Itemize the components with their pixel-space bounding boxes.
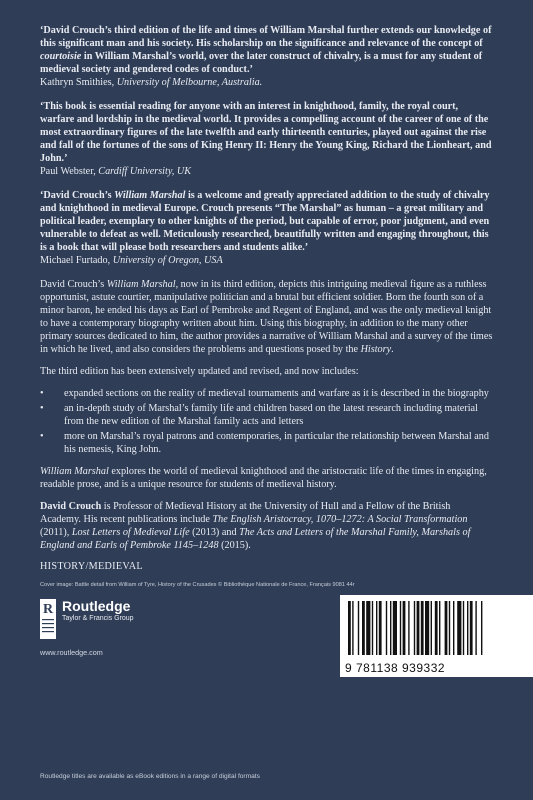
author-name: David Crouch xyxy=(40,501,102,512)
ebook-note: Routledge titles are available as eBook editions in a range of digital formats xyxy=(40,773,260,780)
quote-text: ‘This book is essential reading for anyone with an interest in knighthood, family, the royal court, warfare and lordship in the medieval world. It provides a compelling account of the career of one of the most extraordinary figures of the late twelfth and early thirteenth centuries, played out against the rise and fall of the fortunes of the sons of King Henry II: Henry the Young King, Richard the Lionheart, and John.’ xyxy=(40,101,492,164)
barcode-bar xyxy=(403,601,406,655)
barcode-bar xyxy=(366,601,370,655)
quote-italic: courtoisie xyxy=(40,51,82,62)
bullet-icon: • xyxy=(40,403,44,414)
barcode-bar xyxy=(372,601,373,655)
publisher-logo xyxy=(40,599,134,639)
barcode-bar xyxy=(348,601,351,655)
list-item xyxy=(40,402,493,428)
features-list xyxy=(40,387,493,456)
publisher-website: www.routledge.com xyxy=(40,648,103,657)
barcode-bar xyxy=(390,601,391,655)
text-part: (2013) and xyxy=(189,527,240,538)
barcode-bar xyxy=(421,601,424,655)
barcode-bar xyxy=(408,601,409,655)
text-part: . xyxy=(391,344,394,355)
book-title-italic: William Marshal xyxy=(40,466,109,477)
quote-text xyxy=(40,189,493,254)
description-paragraph-2: The third edition has been extensively updated and revised, and now includes: xyxy=(40,366,359,377)
quote-text-part: in William Marshal’s world, over the later construct of chivalry, is a must for any student of medieval society and gendered codes of conduct.’ xyxy=(40,51,483,75)
list-item-text: more on Marshal’s royal patrons and contemporaries, in particular the relationship between Marshal and his nemesis, King John. xyxy=(64,431,489,455)
reviewer-affiliation: University of Melbourne, Australia. xyxy=(116,77,263,88)
reviewer-affiliation: Cardiff University, UK xyxy=(98,166,192,177)
description-paragraph-1 xyxy=(40,278,493,356)
reviewer-affiliation: University of Oregon, USA xyxy=(112,255,223,266)
barcode-bar xyxy=(393,601,397,655)
quote-text-part: is a welcome and greatly appreciated addition to the study of chivalry and knighthood in medieval Europe. Crouch presents “The Marshal” as human – a great military and political leader, exemplary to other knights of the period, but capable of error, poor judgment, and even vulnerable to defeat as well. Meticulously researched, beautifully written and engaging throughout, this is a book that will please both researchers and students alike.’ xyxy=(40,190,490,253)
bullet-icon: • xyxy=(40,388,44,399)
barcode-bar xyxy=(362,601,365,655)
routledge-r-icon xyxy=(40,599,56,639)
barcode-bar xyxy=(481,601,482,655)
barcode-bar xyxy=(358,601,359,655)
reviewer-name: Michael Furtado, xyxy=(40,255,113,266)
barcode-bar xyxy=(379,601,382,655)
barcode-bars xyxy=(340,595,533,659)
barcode-bar xyxy=(425,601,429,655)
publication-title: Lost Letters of Medieval Life xyxy=(71,527,190,538)
isbn-barcode xyxy=(340,595,533,677)
barcode-bar xyxy=(400,601,401,655)
text-part: explores the world of medieval knighthood and the aristocratic life of the times in engaging, readable prose, and is a unique resource for students of medieval history. xyxy=(40,466,487,490)
barcode-bar xyxy=(445,601,448,655)
barcode-bar xyxy=(435,601,438,655)
barcode-bar xyxy=(453,601,454,655)
quote-text xyxy=(40,24,493,76)
history-italic: History xyxy=(360,344,392,355)
quote-attribution xyxy=(40,76,493,89)
isbn-number: 9 781138 939332 xyxy=(345,661,446,675)
review-quote-2 xyxy=(40,100,493,178)
quote-italic: William Marshal xyxy=(114,190,186,201)
publisher-group: Taylor & Francis Group xyxy=(62,615,134,622)
text-part: , now in its third edition, depicts this intriguing medieval figure as a ruthless opportunist, astute courtier, manipulative politician and a brutal but efficient soldier. Born the fourth son of a minor baron, he ended his days as Earl of Pembroke and Regent of England, and was the only medieval knight to have a contemporary biography written about him. Using this biography, in addition to the many other primary sources dedicated to him, the author provides a narrative of William Marshal and a survey of the times in which he lived, and also considers the problems and questions posed by the xyxy=(40,279,493,355)
publisher-name: Routledge xyxy=(62,598,131,614)
barcode-bar xyxy=(376,601,377,655)
publisher-wordmark xyxy=(62,599,134,623)
review-quote-1 xyxy=(40,24,493,89)
barcode-bar xyxy=(414,601,415,655)
cover-credit: Cover image: Battle detail from William of Tyre, History of the Crusades © Bibliothèque Nationale de France, Français 9081 44r xyxy=(40,582,355,588)
publisher-row xyxy=(40,599,493,679)
description-paragraph-3 xyxy=(40,465,493,491)
reviewer-name: Kathryn Smithies, xyxy=(40,77,117,88)
review-quote-3 xyxy=(40,189,493,267)
publication-title: The Acts and Letters of the Marshal Family, Marshals of England and Earls of Pembroke 1145–1248 xyxy=(40,527,471,551)
barcode-bar xyxy=(463,601,464,655)
list-item-text: an in-depth study of Marshal’s family life and children based on the latest research including material from the new edition of the Marshal family acts and letters xyxy=(64,403,478,427)
text-part: is Professor of Medieval History at the University of Hull and a Fellow of the British Academy. His recent publications include xyxy=(40,501,451,525)
barcode-bar xyxy=(439,601,440,655)
quote-attribution xyxy=(40,254,493,267)
svg-text:R: R xyxy=(42,602,54,617)
publication-title: The English Aristocracy, 1070–1272: A Social Transformation xyxy=(212,514,468,525)
author-bio xyxy=(40,500,493,552)
barcode-bar xyxy=(431,601,432,655)
barcode-bar xyxy=(352,601,353,655)
bullet-icon: • xyxy=(40,431,44,442)
text-part: (2015). xyxy=(218,540,251,551)
list-item xyxy=(40,430,493,456)
quote-attribution xyxy=(40,165,493,178)
barcode-bar xyxy=(417,601,420,655)
text-part: (2011), xyxy=(40,527,72,538)
book-title-italic: William Marshal xyxy=(106,279,176,290)
barcode-bar xyxy=(470,601,473,655)
barcode-bar xyxy=(475,601,476,655)
text-part: David Crouch’s xyxy=(40,279,107,290)
list-item xyxy=(40,387,493,400)
barcode-bar xyxy=(386,601,387,655)
quote-text-part: ‘David Crouch’s xyxy=(40,190,115,201)
barcode-bar xyxy=(467,601,468,655)
subject-category: HISTORY/MEDIEVAL xyxy=(40,561,143,572)
barcode-bar xyxy=(449,601,450,655)
barcode-bar xyxy=(457,601,461,655)
quote-text-part: ‘David Crouch’s third edition of the life and times of William Marshal further extends our knowledge of this significant man and his society. His scholarship on the significance and relevance of the concept of xyxy=(40,25,492,49)
reviewer-name: Paul Webster, xyxy=(40,166,99,177)
list-item-text: expanded sections on the reality of medieval tournaments and warfare as it is described in the biography xyxy=(64,388,489,399)
